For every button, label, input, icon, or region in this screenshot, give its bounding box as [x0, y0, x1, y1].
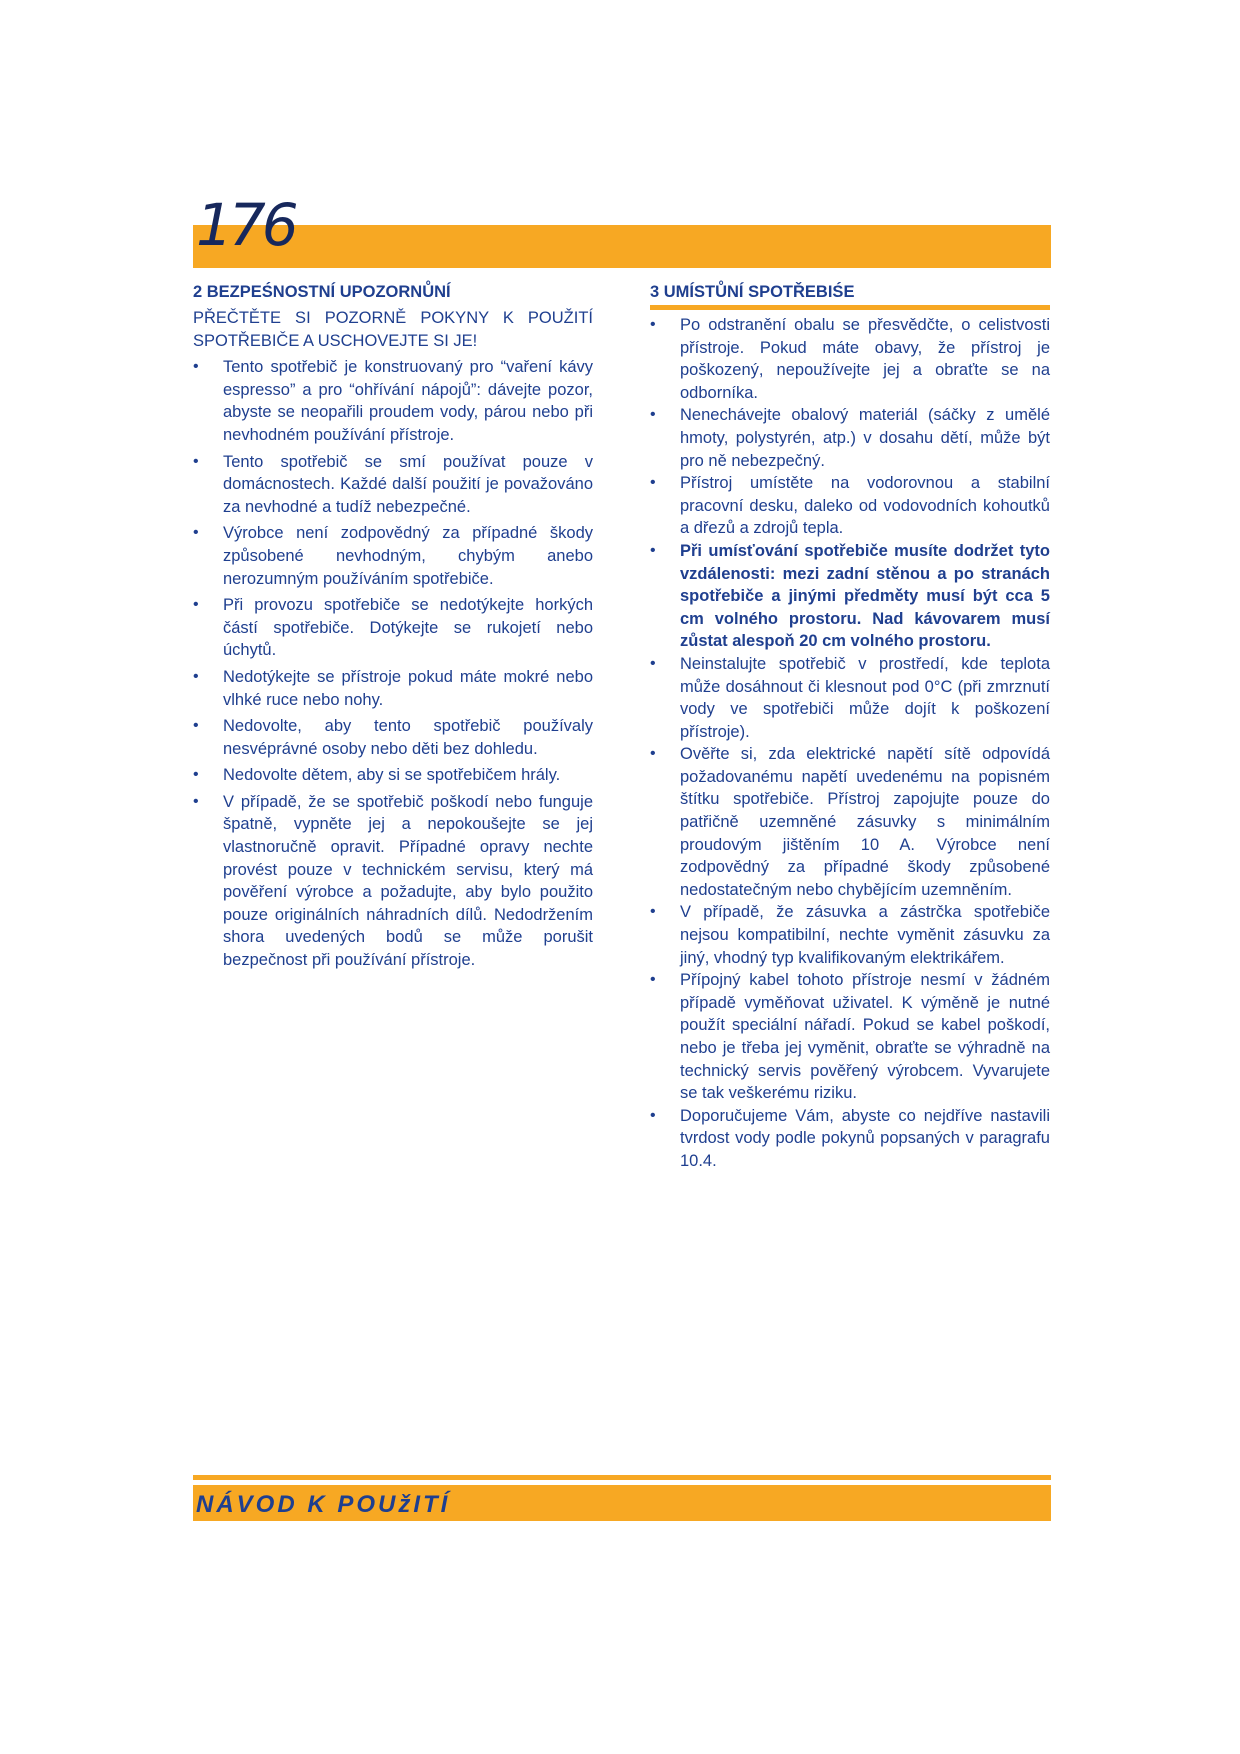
list-item-text: Neinstalujte spotřebič v prostředí, kde teplota může dosáhnout či klesnout pod 0°C (při zmrznutí vody ve spotřebiči může dojít k poškození přístroje).: [680, 654, 1050, 741]
list-item: [193, 666, 593, 711]
list-item-text: Tento spotřebič se smí používat pouze v domácnostech. Každé další použití je považováno za nevhodné a tudíž nebezpečné.: [223, 452, 593, 516]
placement-list: [650, 314, 1050, 1173]
list-item-text: V případě, že se spotřebič poškodí nebo funguje špatně, vypněte jej a nepokoušejte se jej vlastnoručně opravit. Případné opravy nechte provést pouze v technickém servisu, který má pověření výrobce a požadujte, aby bylo použito pouze originálních náhradních dílů. Nedodržením shora uvedených bodů se může porušit bezpečnost při používání přístroje.: [223, 792, 593, 970]
section-title-safety: 2 BEZPEŚNOSTNÍ UPOZORNŮNÍ: [193, 283, 451, 301]
list-item-text: Tento spotřebič je konstruovaný pro “vaření kávy espresso” a pro “ohřívání nápojů”: dávejte pozor, abyste se neopařili proudem vody, párou nebo při nevhodném používání přístroje.: [223, 358, 593, 444]
list-item-text: Nedovolte, aby tento spotřebič používaly nesvéprávné osoby nebo děti bez dohledu.: [223, 717, 593, 758]
list-item: [650, 653, 1050, 743]
list-item-text: Doporučujeme Vám, abyste co nejdříve nastavili tvrdost vody podle pokynů popsaných v paragrafu 10.4.: [680, 1106, 1050, 1170]
bullet-icon: •: [193, 524, 199, 542]
list-item: [193, 451, 593, 519]
list-item: [650, 404, 1050, 472]
list-item: [650, 540, 1050, 653]
bullet-icon: •: [193, 717, 199, 735]
safety-intro: PŘEČTĚTE SI POZORNĚ POKYNY K POUŽITÍ SPOTŘEBIČE A USCHOVEJTE SI JE!: [193, 309, 593, 350]
bullet-icon: •: [650, 541, 656, 559]
placement-column: [650, 281, 1050, 1173]
footer-title: NÁVOD K POUžITÍ: [196, 1491, 451, 1518]
list-item: [193, 356, 593, 446]
list-item-text: Při provozu spotřebiče se nedotýkejte horkých částí spotřebiče. Dotýkejte se rukojetí nebo úchytů.: [223, 596, 593, 660]
list-item: [650, 901, 1050, 969]
list-item-text: Nenechávejte obalový materiál (sáčky z umělé hmoty, polystyrén, atp.) v dosahu dětí, může být pro ně nebezpečný.: [680, 406, 1050, 470]
list-item: [650, 314, 1050, 404]
list-item-text: V případě, že zásuvka a zástrčka spotřebiče nejsou kompatibilní, nechte vyměnit zásuvku za jiný, vhodný typ kvalifikovaným elektrikářem.: [680, 903, 1050, 967]
list-item-text: Nedovolte dětem, aby si se spotřebičem hrály.: [223, 766, 561, 785]
list-item-text: Po odstranění obalu se přesvědčte, o celistvosti přístroje. Pokud máte obavy, že přístroj je poškozený, nepoužívejte jej a obraťte se na odborníka.: [680, 316, 1050, 402]
footer-rule: [193, 1475, 1051, 1480]
list-item: [650, 472, 1050, 540]
list-item: [650, 969, 1050, 1105]
bullet-icon: •: [193, 667, 199, 685]
list-item-text: Při umísťování spotřebiče musíte dodržet tyto vzdálenosti: mezi zadní stěnou a po stranách spotřebiče a jinými předměty musí být cca 5 cm volného prostoru. Nad kávovarem musí zůstat alespoň 20 cm volného prostoru.: [680, 541, 1050, 651]
bullet-icon: •: [650, 654, 656, 672]
bullet-icon: •: [650, 474, 656, 492]
section-rule: [650, 305, 1050, 310]
bullet-icon: •: [193, 452, 199, 470]
bullet-icon: •: [193, 596, 199, 614]
list-item-text: Výrobce není zodpovědný za případné škody způsobené nevhodným, chybým anebo nerozumným používáním spotřebiče.: [223, 524, 593, 588]
safety-warnings-column: [193, 281, 593, 976]
bullet-icon: •: [650, 1106, 656, 1124]
bullet-icon: •: [193, 792, 199, 810]
bullet-icon: •: [650, 745, 656, 763]
header-band: [193, 225, 1051, 268]
bullet-icon: •: [650, 971, 656, 989]
bullet-icon: •: [650, 406, 656, 424]
list-item-text: Nedotýkejte se přístroje pokud máte mokré nebo vlhké ruce nebo nohy.: [223, 667, 593, 709]
safety-list: [193, 356, 593, 971]
list-item-text: Přípojný kabel tohoto přístroje nesmí v žádném případě vyměňovat uživatel. K výměně je nutné použít speciální nářadí. Pokud se kabel poškodí, nebo je třeba jej vyměnit, obraťte se výhradně na technický servis pověřený výrobcem. Vyvarujete se tak veškerému riziku.: [680, 971, 1050, 1103]
list-item: [193, 715, 593, 760]
list-item: [193, 594, 593, 662]
bullet-icon: •: [193, 766, 199, 784]
list-item: [193, 764, 593, 787]
bullet-icon: •: [193, 358, 199, 376]
section-title-placement: 3 UMÍSTŮNÍ SPOTŘEBIŚE: [650, 283, 855, 301]
list-item: [193, 791, 593, 972]
list-item: [650, 1105, 1050, 1173]
list-item-text: Přístroj umístěte na vodorovnou a stabilní pracovní desku, daleko od vodovodních kohoutků a dřezů a zdrojů tepla.: [680, 474, 1050, 538]
list-item: [650, 743, 1050, 901]
bullet-icon: •: [650, 316, 656, 333]
list-item: [193, 522, 593, 590]
list-item-text: Ověřte si, zda elektrické napětí sítě odpovídá požadovanému napětí uvedenému na popisném štítku spotřebiče. Přístroj zapojujte pouze do patřičně uzemněné zásuvky s minimálním proudovým jištěním 10 A. Výrobce není zodpovědný za případné škody způsobené nedostatečným nebo chybějícím uzemněním.: [680, 745, 1050, 899]
bullet-icon: •: [650, 903, 656, 921]
page-number: 176: [196, 191, 295, 259]
